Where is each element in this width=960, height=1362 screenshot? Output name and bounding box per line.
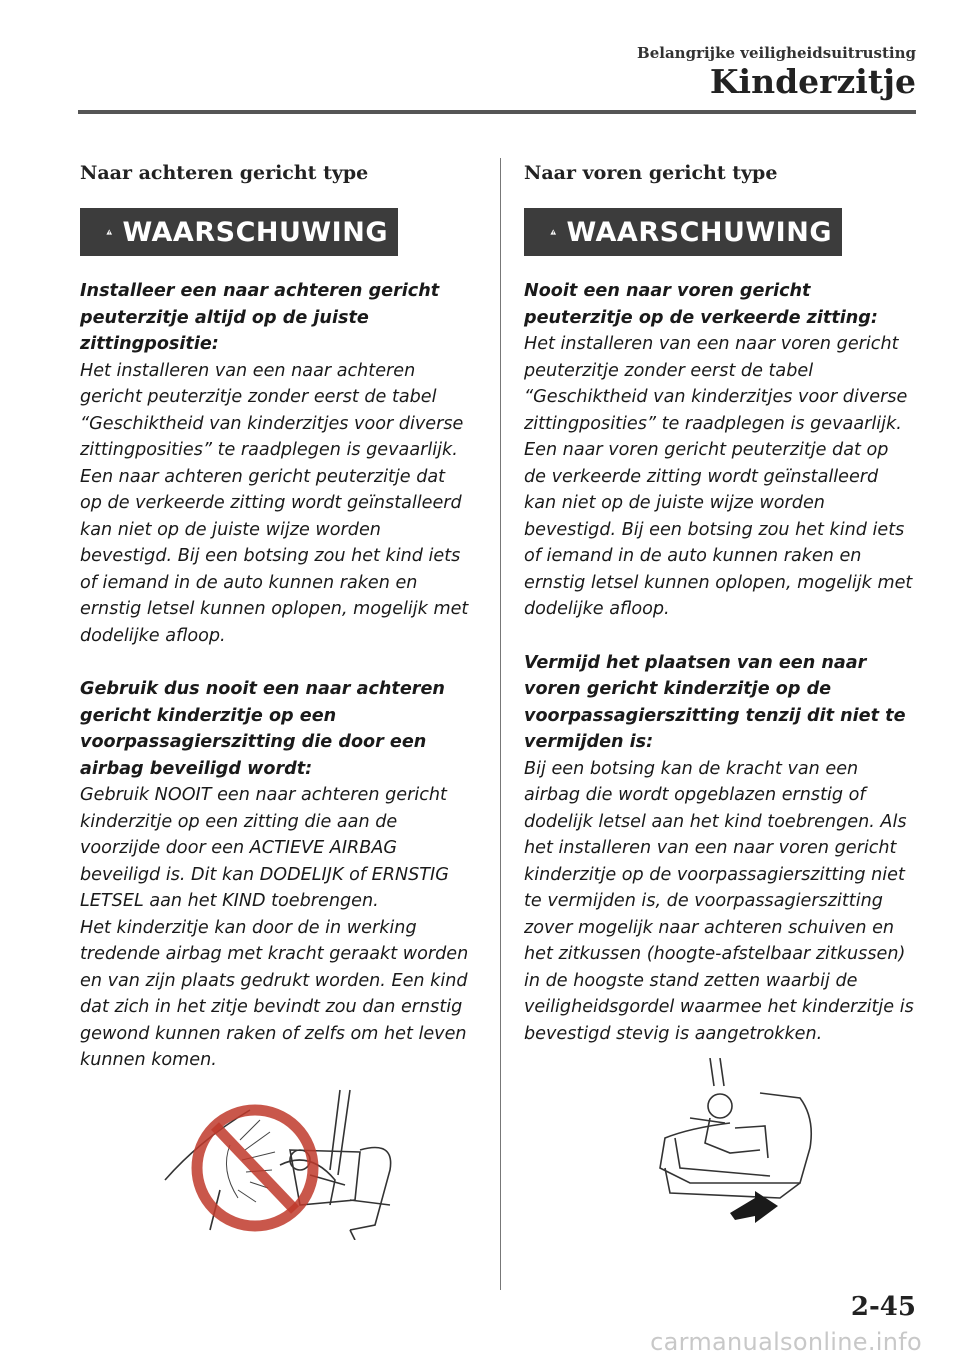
warning-triangle-icon <box>550 216 556 248</box>
section-title: Belangrijke veiligheidsuitrusting <box>637 44 916 62</box>
watermark: carmanualsonline.info <box>650 1328 922 1356</box>
page-number: 2-45 <box>850 1292 916 1322</box>
right-column <box>524 158 914 1047</box>
page-title: Kinderzitje <box>709 62 916 101</box>
column-divider <box>500 158 501 1290</box>
left-column <box>80 158 470 1074</box>
warning-badge <box>524 208 842 256</box>
warning-label: WAARSCHUWING <box>566 216 832 248</box>
forward-facing-seat-illustration <box>650 1058 830 1223</box>
warning-block <box>524 650 914 1048</box>
warning-badge <box>80 208 398 256</box>
left-column-heading: Naar achteren gericht type <box>80 162 369 184</box>
warning-text: Het kinderzitje kan door de in werking tredende airbag met kracht geraakt worden en van zijn plaats gedrukt worden. Een kind dat zich in het zitje bevindt zou dan ernstig gewond kunnen raken of zelfs om het leven kunnen komen. <box>80 917 469 1070</box>
warning-text: Gebruik NOOIT een naar achteren gericht kinderzitje op een zitting die aan de voorzijde door een ACTIEVE AIRBAG beveiligd is. Dit kan DODELIJK of ERNSTIG LETSEL aan het KIND toebrengen. <box>80 785 449 911</box>
warning-text: Het installeren van een naar achteren gericht peuterzitje zonder eerst de tabel “Geschiktheid van kinderzitjes voor diverse zittingposities” te raadplegen is gevaarlijk. Een naar achteren gericht peuterzitje dat op de verkeerde zitting wordt geïnstalleerd kan niet op de juiste wijze worden bevestigd. Bij een botsing zou het kind iets of iemand in de auto kunnen raken en ernstig letsel kunnen oplopen, mogelijk met dodelijke afloop. <box>80 360 469 646</box>
right-column-heading: Naar voren gericht type <box>524 162 778 184</box>
warning-heading: Installeer een naar achteren gericht peuterzitje altijd op de juiste zittingpositie: <box>80 281 440 354</box>
warning-block <box>80 278 470 649</box>
warning-triangle-icon <box>106 216 112 248</box>
warning-text: Bij een botsing kan de kracht van een airbag die wordt opgeblazen ernstig of dodelijk letsel aan het kind toebrengen. Als het installeren van een naar voren gericht kinderzitje op de voorpassagierszitting niet te vermijden is, de voorpassagierszitting zover mogelijk naar achteren schuiven en het zitkussen (hoogte-afstelbaar zitkussen) in de hoogste stand zetten waarbij de veiligheidsgordel waarmee het kinderzitje is bevestigd stevig is aangetrokken. <box>524 758 914 1044</box>
warning-label: WAARSCHUWING <box>122 216 388 248</box>
warning-text: Het installeren van een naar voren gericht peuterzitje zonder eerst de tabel “Geschiktheid van kinderzitjes voor diverse zittingposities” te raadplegen is gevaarlijk. Een naar voren gericht peuterzitje dat op de verkeerde zitting wordt geïnstalleerd kan niet op de juiste wijze worden bevestigd. Bij een botsing zou het kind iets of iemand in de auto kunnen raken en ernstig letsel kunnen oplopen, mogelijk met dodelijke afloop. <box>524 334 913 619</box>
prohibition-icon <box>197 1110 313 1226</box>
warning-heading: Vermijd het plaatsen van een naar voren gericht kinderzitje op de voorpassagierszitting tenzij dit niet te vermijden is: <box>524 652 906 752</box>
warning-block <box>524 278 914 623</box>
header-rule <box>78 110 916 114</box>
warning-heading: Nooit een naar voren gericht peuterzitje op de verkeerde zitting: <box>524 281 878 328</box>
warning-heading: Gebruik dus nooit een naar achteren gericht kinderzitje op een voorpassagierszitting die door een airbag beveiligd wordt: <box>80 679 445 779</box>
rear-facing-seat-illustration <box>160 1080 410 1240</box>
warning-block <box>80 676 470 1074</box>
